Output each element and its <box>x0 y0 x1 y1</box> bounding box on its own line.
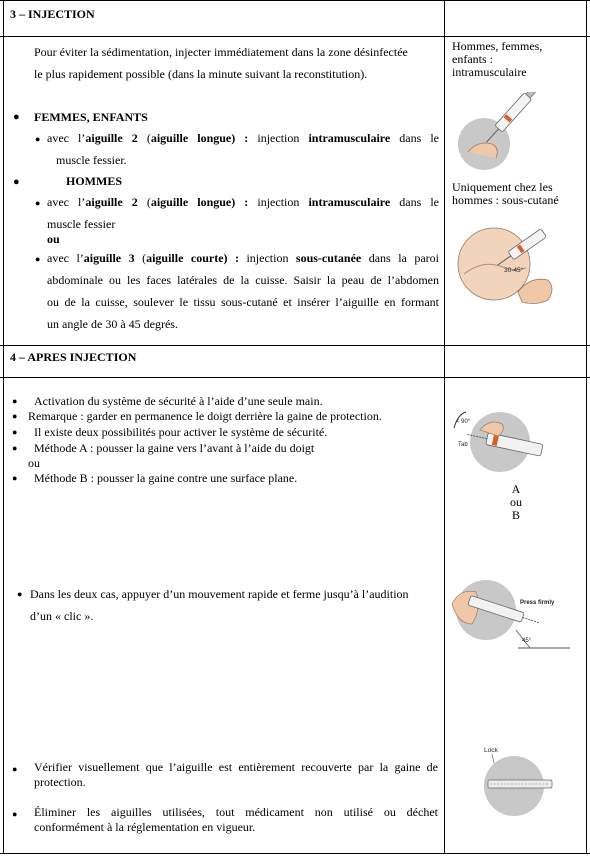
section-4-header: 4 – APRES INJECTION <box>10 350 137 364</box>
method-caption: A ou B <box>510 482 522 522</box>
bullet: ● <box>12 411 18 421</box>
discard-line: conformément à la réglementation en vigueur. <box>34 820 256 834</box>
after-injection-item: Méthode B : pousser la gaine contre une surface plane. <box>34 471 298 485</box>
lock-verification-illustration <box>478 740 556 822</box>
bullet: ● <box>12 443 18 453</box>
table-border-right <box>586 0 587 854</box>
women-item-line: muscle fessier. <box>56 153 127 167</box>
or-text: ou <box>47 232 60 246</box>
section-3-header: 3 – INJECTION <box>10 7 95 21</box>
bullet: ● <box>35 254 41 264</box>
bullet: ● <box>17 589 23 599</box>
men-item-2-line: un angle de 30 à 45 degrés. <box>47 317 178 331</box>
bullet: ● <box>35 198 41 208</box>
men-item-1-line: avec l’aiguille 2 (aiguille longue) : injection intramusculaire dans le <box>47 195 439 209</box>
or-text: ou <box>28 456 40 470</box>
caption-subcutaneous: Uniquement chez les hommes : sous-cutané <box>452 180 559 207</box>
angle-label: 45° <box>522 638 532 644</box>
men-item-2-line: ou de la cuisse, soulever le tissu sous-cutané et insérer l’aiguille en formant <box>47 295 439 309</box>
intro-line: Pour éviter la sédimentation, injecter immédiatement dans la zone désinfectée <box>34 45 408 59</box>
verify-line: Vérifier visuellement que l’aiguille est entièrement recouverte par la gaine de <box>34 760 438 774</box>
press-firmly-illustration <box>450 578 574 652</box>
caption-intramuscular: Hommes, femmes, enfants : intramusculaire <box>452 39 543 79</box>
bullet: ● <box>12 427 18 437</box>
angle-label: < 90° <box>456 419 471 425</box>
press-firmly-label: Press firmly <box>520 600 555 606</box>
table-border-left <box>3 0 4 854</box>
row-divider <box>0 377 590 378</box>
bullet: ● <box>13 176 20 188</box>
press-instruction-line: d’un « clic ». <box>30 609 94 623</box>
press-instruction-line: Dans les deux cas, appuyer d’un mouvement rapide et ferme jusqu’à l’audition <box>30 587 409 601</box>
intramuscular-injection-illustration <box>456 92 548 174</box>
bullet: ● <box>12 809 18 819</box>
bullet: ● <box>12 396 18 406</box>
discard-line: Éliminer les aiguilles utilisées, tout médicament non utilisé ou déchet <box>34 805 438 819</box>
lock-label: Lock <box>484 747 498 754</box>
men-item-1-line: muscle fessier <box>47 217 116 231</box>
after-injection-item: Activation du système de sécurité à l’aide d’une seule main. <box>34 394 323 408</box>
table-border-top <box>0 0 590 1</box>
row-divider <box>0 345 590 346</box>
bullet: ● <box>13 111 20 123</box>
women-item-line: avec l’aiguille 2 (aiguille longue) : injection intramusculaire dans le <box>47 131 439 145</box>
men-item-2-line: avec l’aiguille 3 (aiguille courte) : injection sous-cutanée dans la paroi <box>47 251 439 265</box>
bullet: ● <box>12 473 18 483</box>
after-injection-item: Il existe deux possibilités pour activer le système de sécurité. <box>34 425 328 439</box>
after-injection-item: Remarque : garder en permanence le doigt derrière la gaine de protection. <box>28 409 382 423</box>
angle-label: 30-45° <box>504 267 524 274</box>
intro-line: le plus rapidement possible (dans la minute suivant la reconstitution). <box>34 67 368 81</box>
verify-line: protection. <box>34 775 86 789</box>
table-border-bottom <box>0 853 590 854</box>
tab-label: Tab <box>458 442 468 448</box>
after-injection-item: Méthode A : pousser la gaine vers l’avant à l’aide du doigt <box>34 441 315 455</box>
method-a-illustration <box>452 408 552 476</box>
men-heading: HOMMES <box>66 174 122 188</box>
bullet: ● <box>12 764 18 774</box>
row-divider <box>0 36 590 37</box>
men-item-2-line: abdominale ou les faces latérales de la cuisse. Saisir la peau de l’abdomen <box>47 273 439 287</box>
subcutaneous-injection-illustration <box>456 222 558 306</box>
bullet: ● <box>35 134 41 144</box>
column-divider <box>444 0 445 854</box>
women-children-heading: FEMMES, ENFANTS <box>34 110 148 124</box>
